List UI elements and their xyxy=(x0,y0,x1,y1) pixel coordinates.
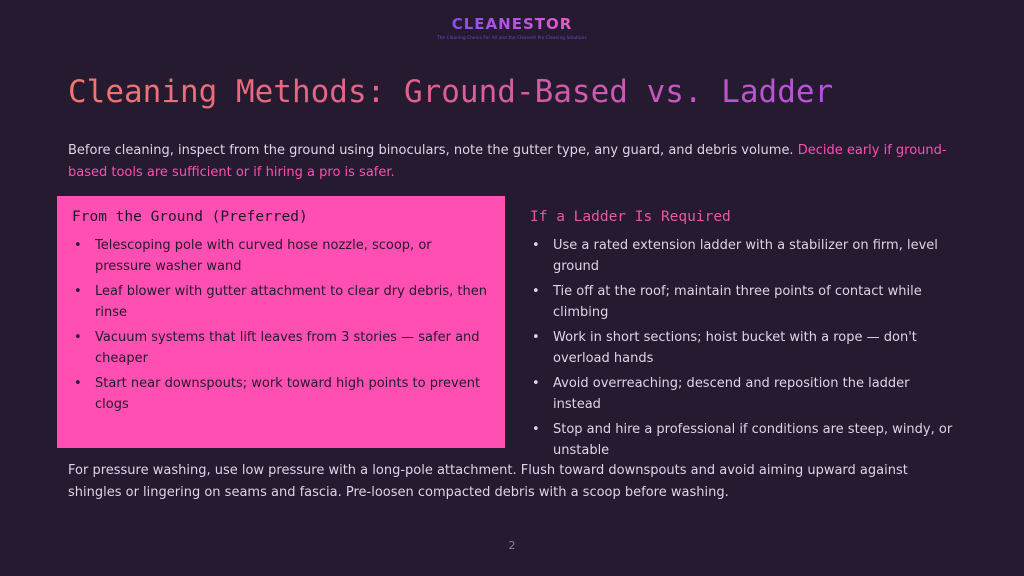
slide-title: Cleaning Methods: Ground-Based vs. Ladder xyxy=(68,74,834,110)
intro-paragraph xyxy=(68,140,948,184)
ground-list xyxy=(72,235,491,415)
outro-paragraph: For pressure washing, use low pressure with a long-pole attachment. Flush toward downspouts and avoid aiming upward against shingles or lingering on seams and fascia. Pre-loosen compacted debris with a scoop before washing. xyxy=(68,463,908,500)
brand-logo: CLEANESTOR xyxy=(451,15,573,33)
intro-text: Before cleaning, inspect from the ground using binoculars, note the gutter type, any guard, and debris volume. xyxy=(68,143,798,158)
list-item: • Vacuum systems that lift leaves from 3 stories — safer and cheaper xyxy=(72,327,491,369)
ladder-list xyxy=(530,235,960,461)
ladder-methods-column xyxy=(530,209,960,465)
intro-highlight: Decide early if ground-based tools are sufficient or if hiring a pro is safer. xyxy=(68,143,947,180)
list-item: • Work in short sections; hoist bucket with a rope — don't overload hands xyxy=(530,327,960,369)
list-item: • Telescoping pole with curved hose nozzle, scoop, or pressure washer wand xyxy=(72,235,491,277)
list-item: • Start near downspouts; work toward high points to prevent clogs xyxy=(72,373,491,415)
brand-header xyxy=(0,14,1024,40)
ladder-heading: If a Ladder Is Required xyxy=(530,209,731,225)
list-item: • Stop and hire a professional if conditions are steep, windy, or unstable xyxy=(530,419,960,461)
list-item: • Avoid overreaching; descend and reposition the ladder instead xyxy=(530,373,960,415)
page-number: 2 xyxy=(508,539,516,552)
ground-methods-card xyxy=(57,196,505,448)
ground-heading: From the Ground (Preferred) xyxy=(72,209,308,225)
list-item: • Use a rated extension ladder with a stabilizer on firm, level ground xyxy=(530,235,960,277)
list-item: • Leaf blower with gutter attachment to clear dry debris, then rinse xyxy=(72,281,491,323)
list-item: • Tie off at the roof; maintain three points of contact while climbing xyxy=(530,281,960,323)
brand-tagline: The Cleaning Choice For All and the Cleanest Pro Cleaning Solutions xyxy=(437,35,587,40)
